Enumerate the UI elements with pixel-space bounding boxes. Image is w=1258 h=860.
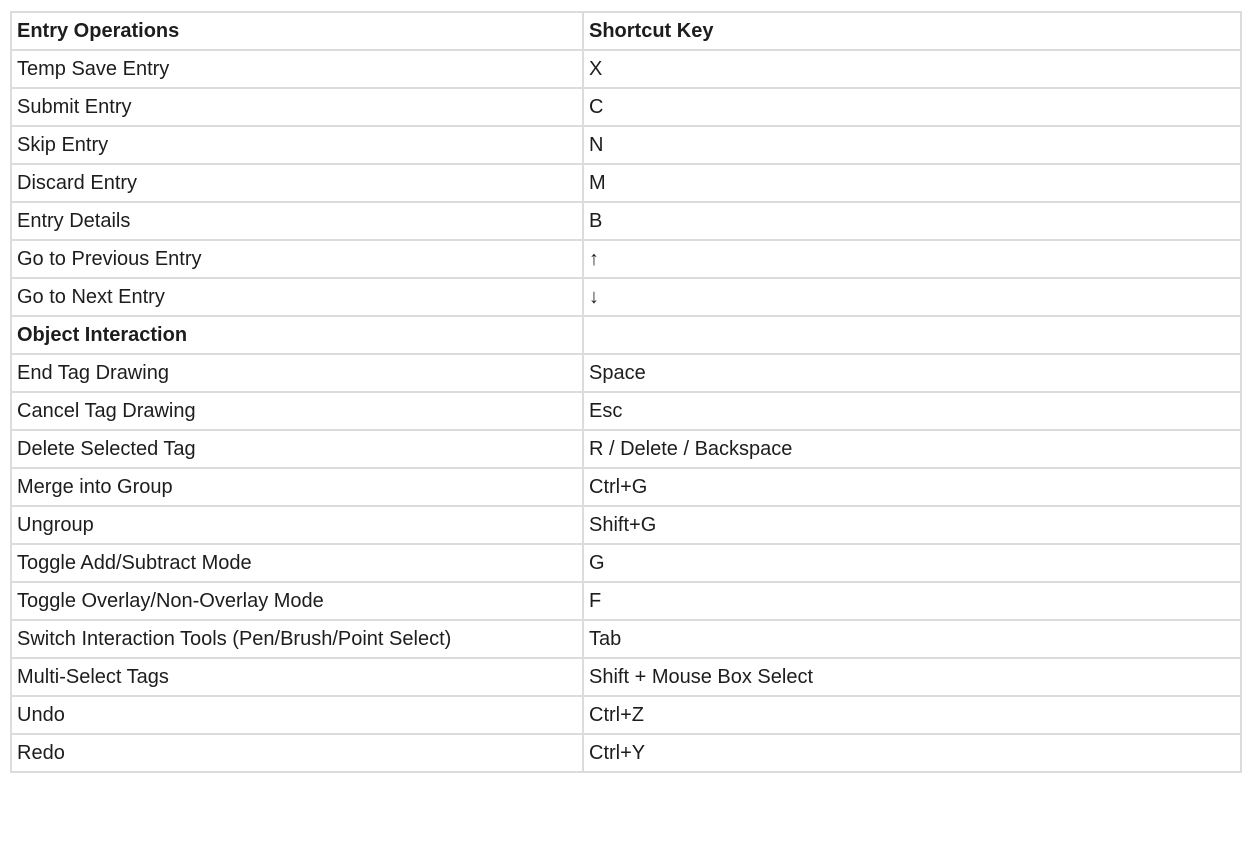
table-row (11, 278, 1241, 316)
action-cell: Delete Selected Tag (11, 430, 583, 468)
shortcut-cell: Shift+G (583, 506, 1241, 544)
shortcut-cell: M (583, 164, 1241, 202)
shortcut-cell: G (583, 544, 1241, 582)
shortcut-cell: ↑ (583, 240, 1241, 278)
shortcut-cell: Tab (583, 620, 1241, 658)
action-cell: Ungroup (11, 506, 583, 544)
action-cell: Go to Previous Entry (11, 240, 583, 278)
column-header-shortcut-key: Shortcut Key (583, 12, 1241, 50)
table-row (11, 506, 1241, 544)
shortcut-cell: Shift + Mouse Box Select (583, 658, 1241, 696)
action-cell: Redo (11, 734, 583, 772)
shortcut-cell: F (583, 582, 1241, 620)
table-row (11, 582, 1241, 620)
section-title: Object Interaction (11, 316, 583, 354)
column-header-operations: Entry Operations (11, 12, 583, 50)
table-row (11, 88, 1241, 126)
table-row (11, 202, 1241, 240)
action-cell: End Tag Drawing (11, 354, 583, 392)
table-row (11, 696, 1241, 734)
table-row (11, 468, 1241, 506)
shortcut-cell: Esc (583, 392, 1241, 430)
table-row (11, 544, 1241, 582)
shortcut-cell: ↓ (583, 278, 1241, 316)
shortcut-cell: Ctrl+Z (583, 696, 1241, 734)
table-row (11, 620, 1241, 658)
shortcut-cell: Ctrl+G (583, 468, 1241, 506)
action-cell: Discard Entry (11, 164, 583, 202)
table-row (11, 164, 1241, 202)
action-cell: Switch Interaction Tools (Pen/Brush/Point Select) (11, 620, 583, 658)
shortcut-cell: R / Delete / Backspace (583, 430, 1241, 468)
action-cell: Go to Next Entry (11, 278, 583, 316)
table-row (11, 354, 1241, 392)
action-cell: Toggle Overlay/Non-Overlay Mode (11, 582, 583, 620)
table-row (11, 50, 1241, 88)
action-cell: Toggle Add/Subtract Mode (11, 544, 583, 582)
table-header-row (11, 12, 1241, 50)
table-row (11, 392, 1241, 430)
shortcut-cell: X (583, 50, 1241, 88)
action-cell: Temp Save Entry (11, 50, 583, 88)
section-header-row (11, 316, 1241, 354)
table-row (11, 240, 1241, 278)
table-row (11, 734, 1241, 772)
action-cell: Merge into Group (11, 468, 583, 506)
table-row (11, 126, 1241, 164)
action-cell: Skip Entry (11, 126, 583, 164)
action-cell: Multi-Select Tags (11, 658, 583, 696)
shortcut-cell: B (583, 202, 1241, 240)
action-cell: Entry Details (11, 202, 583, 240)
action-cell: Undo (11, 696, 583, 734)
table-row (11, 430, 1241, 468)
action-cell: Submit Entry (11, 88, 583, 126)
shortcut-cell: Space (583, 354, 1241, 392)
shortcut-cell: C (583, 88, 1241, 126)
shortcut-cell: N (583, 126, 1241, 164)
shortcut-table (10, 11, 1242, 773)
shortcut-cell (583, 316, 1241, 354)
table-row (11, 658, 1241, 696)
shortcut-cell: Ctrl+Y (583, 734, 1241, 772)
action-cell: Cancel Tag Drawing (11, 392, 583, 430)
